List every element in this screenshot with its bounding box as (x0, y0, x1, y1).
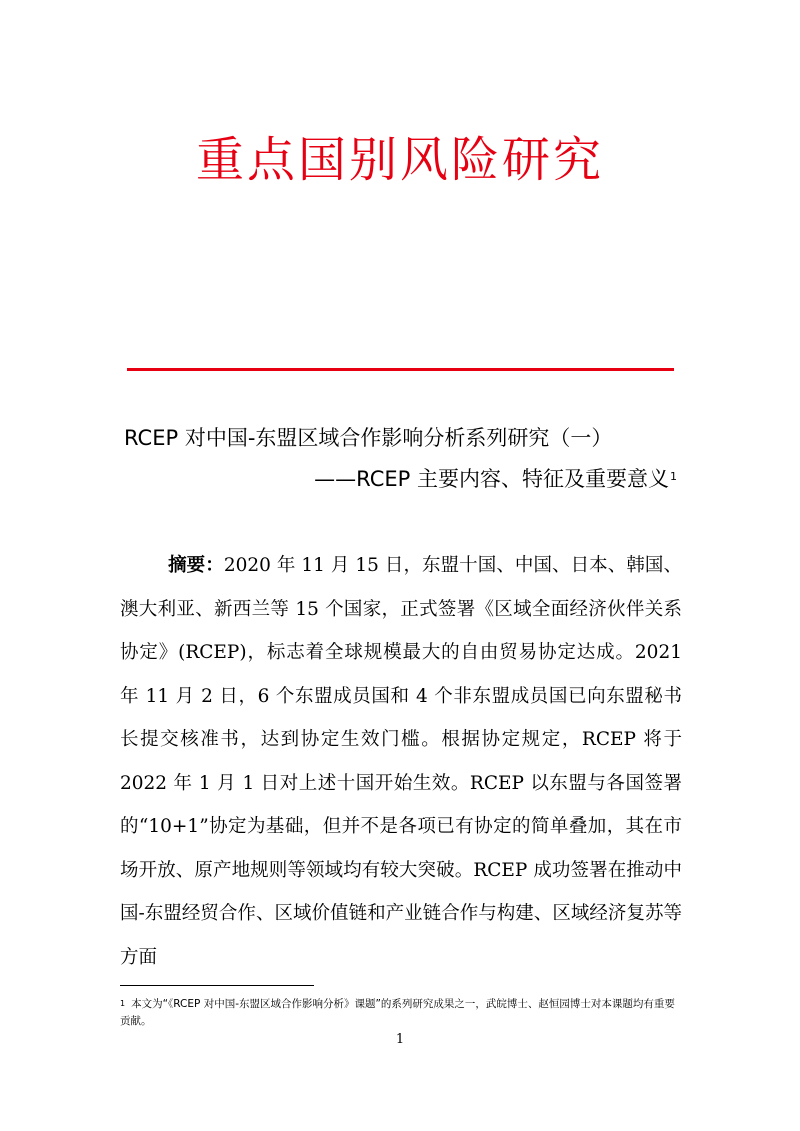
page-title: 重点国别风险研究 (195, 132, 604, 188)
article-title: RCEP 对中国-东盟区域合作影响分析系列研究（一） (124, 426, 613, 450)
footnote-marker: 1 (120, 999, 126, 1008)
footnote-text: 本文为“《RCEP 对中国-东盟区域合作影响分析》课题”的系列研究成果之一，武皖博士、赵恒园博士对本课题均有重要贡献。 (120, 998, 675, 1027)
abstract-text: 2020 年 11 月 15 日，东盟十国、中国、日本、韩国、澳大利亚、新西兰等 15 个国家，正式签署《区域全面经济伙伴关系协定》(RCEP)，标志着全球规模最大的自由贸易协定达成。2021 年 11 月 2 日，6 个东盟成员国和 4 个非东盟成员国已向东盟秘书长提交核准书，达到协定生效门槛。根据协定规定，RCEP 将于 2022 年 1 月 1 日对上述十国开始生效。RCEP 以东盟与各国签署的“10+1”协定为基础，但并不是各项已有协定的简单叠加，其在市场开放、原产地规则等领域均有较大突破。RCEP 成功签署在推动中国-东盟经贸合作、区域价值链和产业链合作与构建、区域经济复苏等方面 (120, 555, 682, 968)
article-subtitle-text: ——RCEP 主要内容、特征及重要意义 (314, 467, 669, 491)
header-divider (127, 368, 674, 371)
page-number: 1 (395, 1032, 405, 1047)
footnote-divider (120, 985, 314, 986)
footnote-reference[interactable]: 1 (670, 470, 677, 483)
abstract-paragraph (120, 544, 682, 979)
article-subtitle (314, 464, 677, 494)
footnote (120, 996, 680, 1030)
abstract-label: 摘要： (168, 555, 224, 576)
